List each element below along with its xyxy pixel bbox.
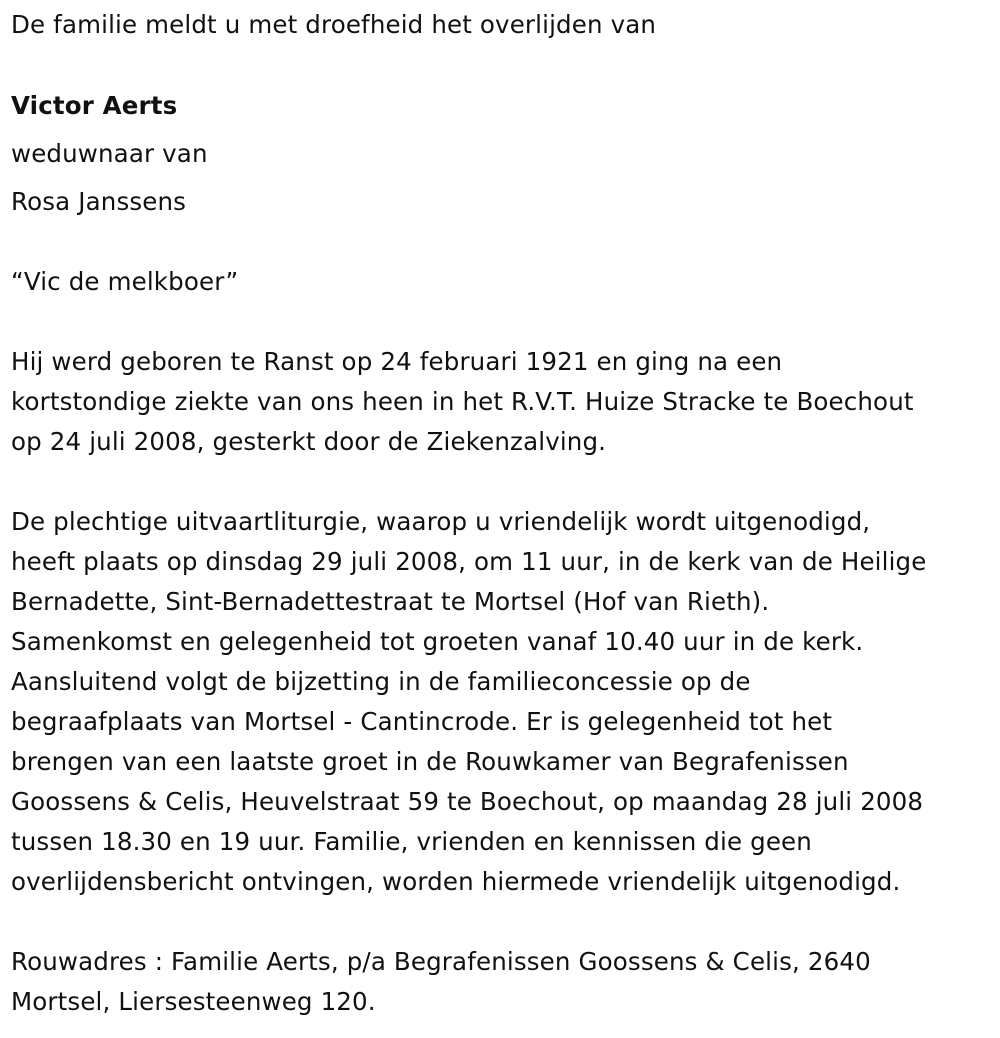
spouse-name: Rosa Janssens <box>11 187 187 216</box>
paragraph-line: begraafplaats van Mortsel - Cantincrode. Er is gelegenheid tot het <box>11 707 833 736</box>
relation-text: weduwnaar van <box>11 139 208 168</box>
paragraph-line: heeft plaats op dinsdag 29 juli 2008, om 11 uur, in de kerk van de Heilige <box>11 547 927 576</box>
paragraph-line: Mortsel, Liersesteenweg 120. <box>11 987 376 1016</box>
intro-text: De familie meldt u met droefheid het overlijden van <box>11 10 657 39</box>
paragraph-line: tussen 18.30 en 19 uur. Familie, vrienden en kennissen die geen <box>11 827 812 856</box>
nickname-quote: “Vic de melkboer” <box>11 267 239 296</box>
paragraph-line: Hij werd geboren te Ranst op 24 februari 1921 en ging na een <box>11 347 783 376</box>
paragraph-line: Rouwadres : Familie Aerts, p/a Begrafenissen Goossens & Celis, 2640 <box>11 947 871 976</box>
paragraph-line: Aansluitend volgt de bijzetting in de familieconcessie op de <box>11 667 751 696</box>
paragraph-line: De plechtige uitvaartliturgie, waarop u vriendelijk wordt uitgenodigd, <box>11 507 871 536</box>
deceased-name: Victor Aerts <box>11 91 178 120</box>
paragraph-line: brengen van een laatste groet in de Rouwkamer van Begrafenissen <box>11 747 849 776</box>
paragraph-line: Bernadette, Sint-Bernadettestraat te Mortsel (Hof van Rieth). <box>11 587 770 616</box>
paragraph-line: Goossens & Celis, Heuvelstraat 59 te Boechout, op maandag 28 juli 2008 <box>11 787 924 816</box>
paragraph-line: op 24 juli 2008, gesterkt door de Ziekenzalving. <box>11 427 607 456</box>
paragraph-line: kortstondige ziekte van ons heen in het R.V.T. Huize Stracke te Boechout <box>11 387 914 416</box>
paragraph-line: overlijdensbericht ontvingen, worden hiermede vriendelijk uitgenodigd. <box>11 867 901 896</box>
paragraph-line: Samenkomst en gelegenheid tot groeten vanaf 10.40 uur in de kerk. <box>11 627 864 656</box>
